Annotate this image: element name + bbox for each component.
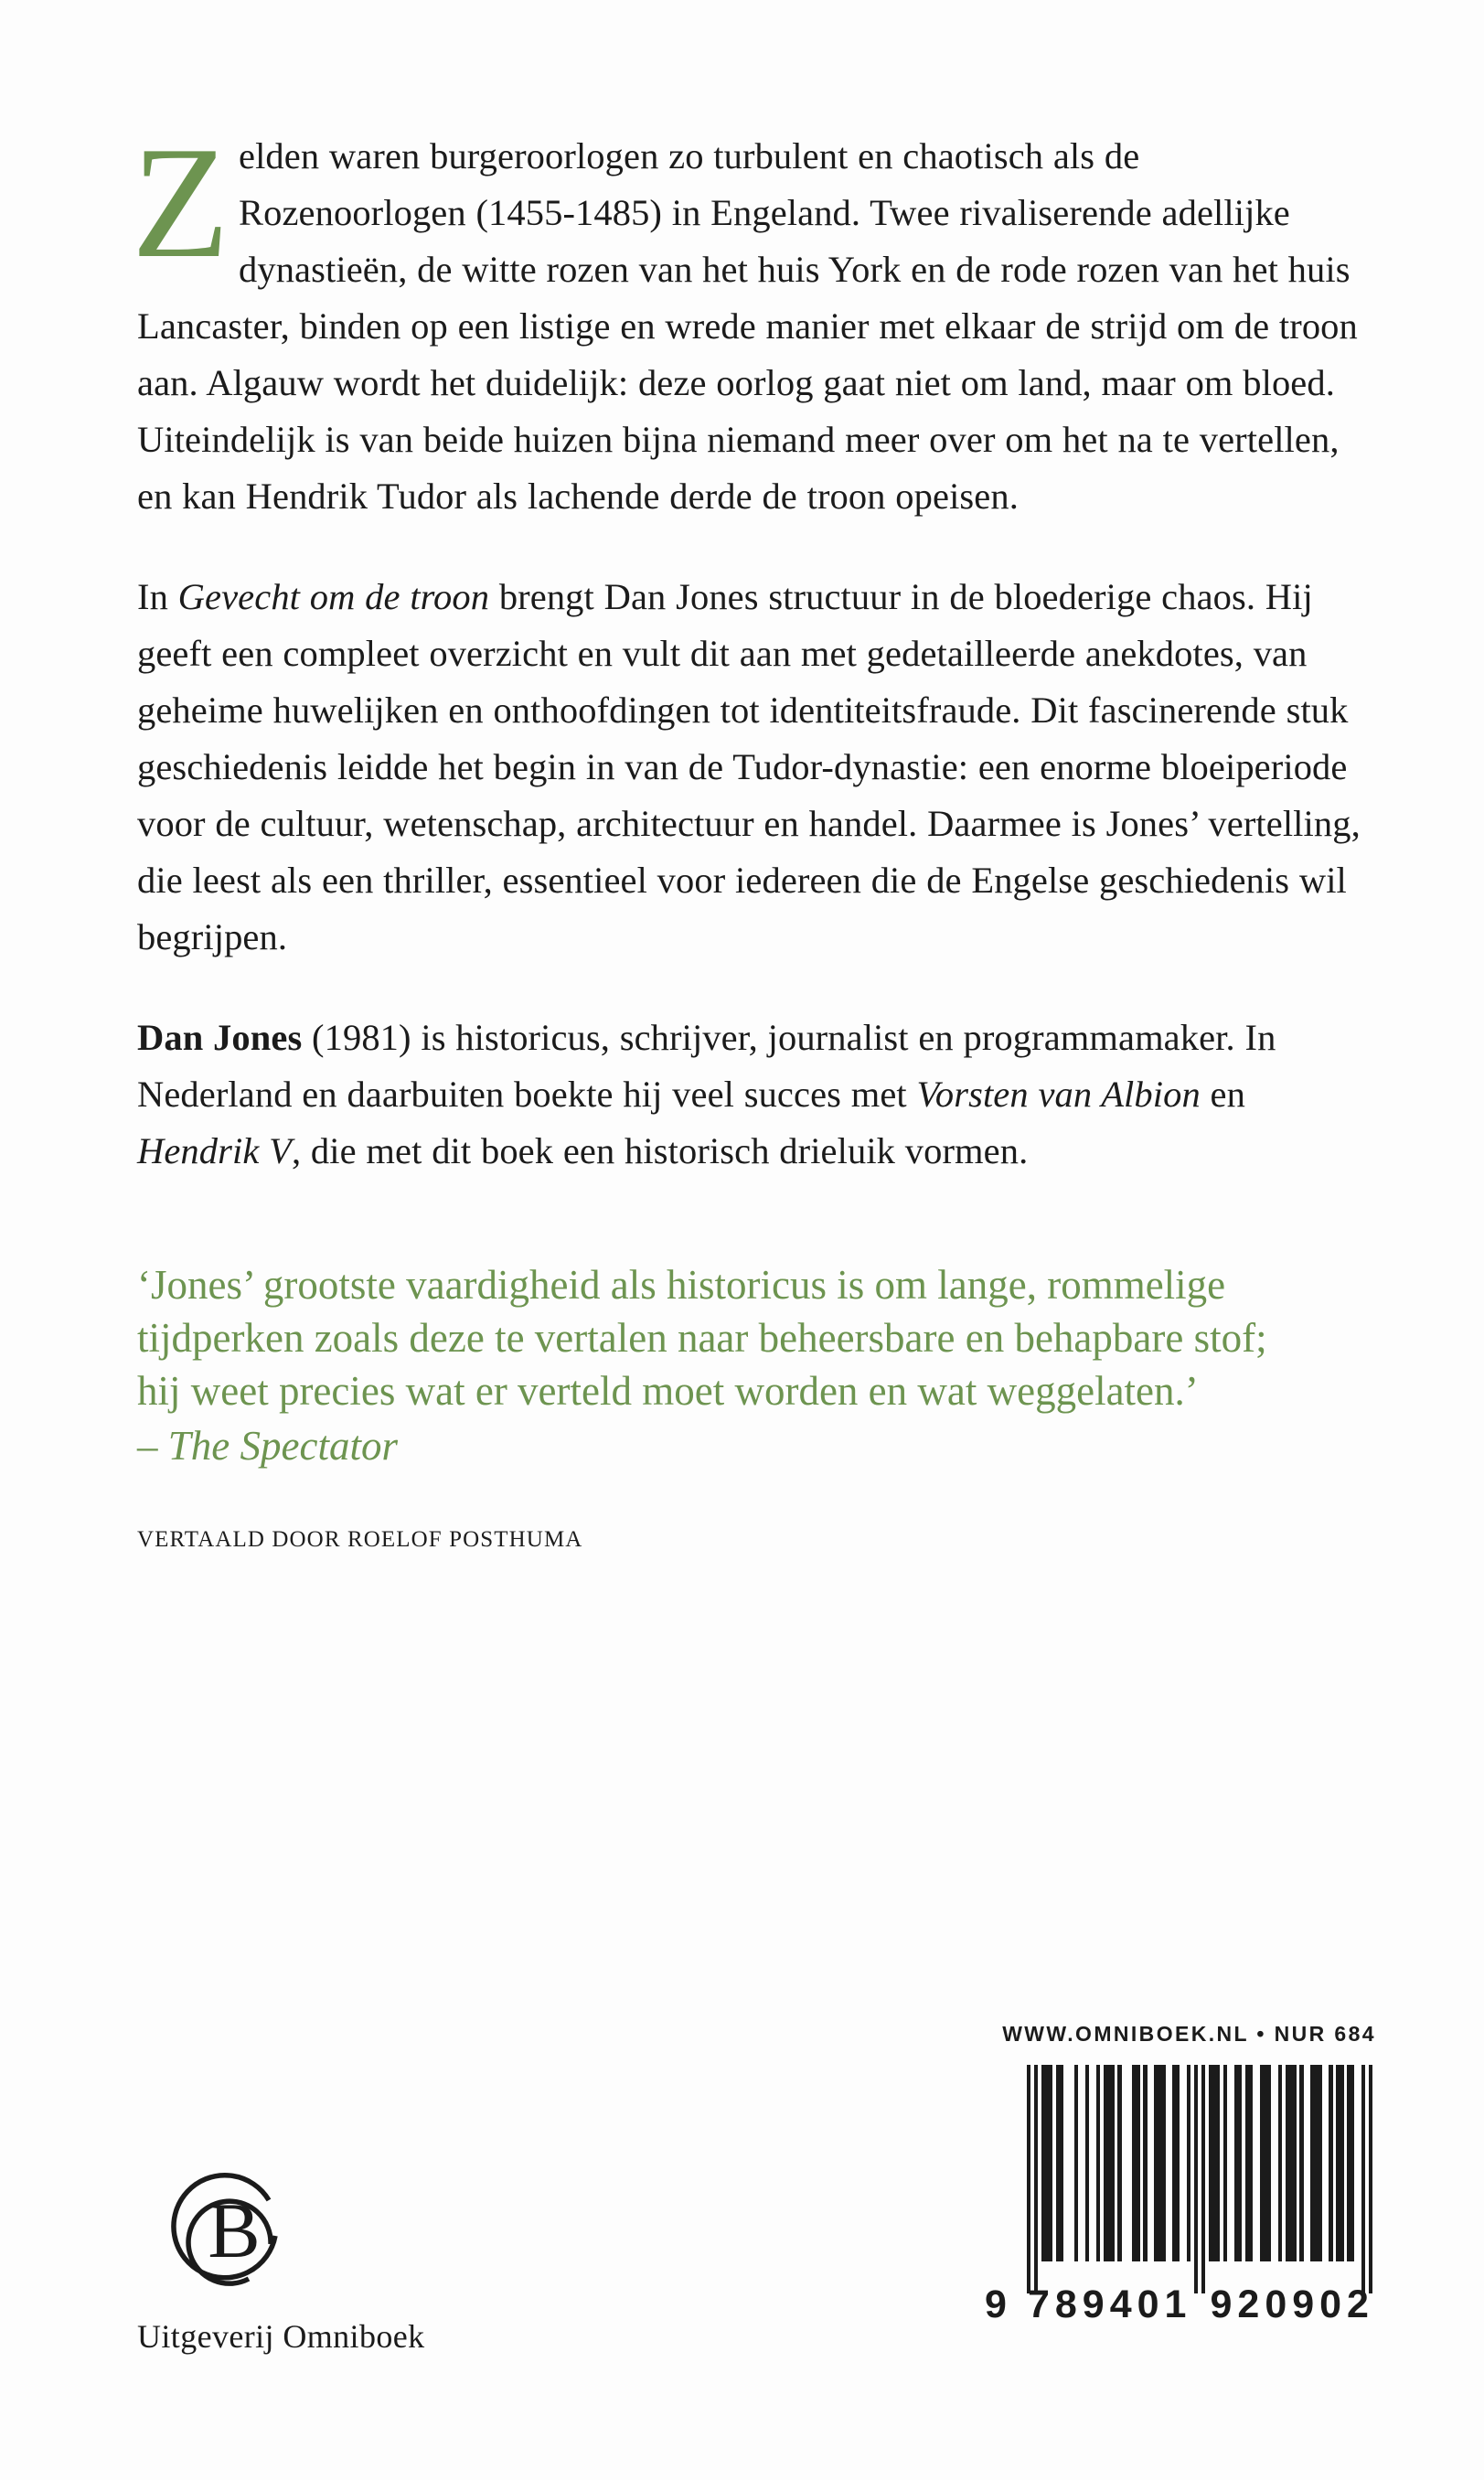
blurb-p2-rest: brengt Dan Jones structuur in de bloederige chaos. Hij geeft een compleet overzicht en vult dit aan met gedetailleerde anekdotes, van geheime huwelijken en onthoofdingen tot identiteitsfraude. Dit fascinerende stuk geschiedenis leidde het begin in van de Tudor-dynastie: een enorme bloeiperiode voor de cultuur, wetenschap, architectuur en handel. Daarmee is Jones’ vertelling, die leest als een thriller, essentieel voor iedereen die de Engelse geschiedenis wil begrijpen. <box>137 576 1361 957</box>
review-pull-quote <box>137 1258 1298 1472</box>
blurb-paragraph-1 <box>132 113 1373 525</box>
website-nur-line: WWW.OMNIBOEK.NL • NUR 684 <box>1002 2022 1376 2046</box>
blurb-paragraph-2 <box>137 569 1373 966</box>
author-name: Dan Jones <box>137 1017 303 1058</box>
omniboek-logo-icon <box>161 2167 298 2304</box>
isbn-barcode <box>983 2065 1376 2339</box>
blurb-paragraph-1-text: elden waren burgeroorlogen zo turbulent en chaotisch als de Rozenoorlogen (1455-1485) in Engeland. Twee rivaliserende adellijke dynastieën, de witte rozen van het huis York en de rode rozen van het huis Lancaster, binden op een listige en wrede manier met elkaar de strijd om de troon aan. Algauw wordt het duidelijk: deze oorlog gaat niet om land, maar om bloed. Uiteindelijk is van beide huizen bijna niemand meer over om het na te vertellen, en kan Hendrik Tudor als lachende derde de troon opeisen. <box>137 135 1358 517</box>
barcode-digit-lead: 9 <box>985 2282 1008 2326</box>
book-title-italic: Gevecht om de troon <box>177 576 490 617</box>
blurb-content <box>132 113 1373 1553</box>
publisher-name: Uitgeverij Omniboek <box>137 2318 425 2355</box>
logo-letter-b: B <box>208 2186 261 2274</box>
barcode-digits-left: 789401 <box>1027 2282 1192 2326</box>
barcode-digits <box>983 2282 1376 2327</box>
review-quote-source: – The Spectator <box>137 1423 398 1469</box>
blurb-p2-lead: In <box>137 576 178 617</box>
author-book-title-2: Hendrik V <box>137 1130 292 1171</box>
author-bio-part-a: (1981) is historicus, schrijver, journalist en programmamaker. In Nederland en daarbuiten boekte hij veel succes met <box>137 1017 1276 1115</box>
publisher-block <box>137 2167 485 2356</box>
barcode-bars <box>983 2065 1376 2293</box>
drop-cap-letter: Z <box>132 113 230 291</box>
barcode-digits-right: 920902 <box>1210 2282 1374 2326</box>
review-quote-text: ‘Jones’ grootste vaardigheid als historicus is om lange, rommelige tijdperken zoals deze te vertalen naar beheersbare en behapbare stof; hij weet precies wat er verteld moet worden en wat weggelaten.’ <box>137 1262 1267 1414</box>
author-bio-paragraph <box>137 1010 1373 1180</box>
author-bio-part-c: , die met dit boek een historisch drieluik vormen. <box>291 1130 1029 1171</box>
author-book-title-1: Vorsten van Albion <box>916 1074 1201 1115</box>
translator-credit: VERTAALD DOOR ROELOF POSTHUMA <box>137 1527 583 1552</box>
author-bio-part-b: en <box>1200 1074 1245 1115</box>
